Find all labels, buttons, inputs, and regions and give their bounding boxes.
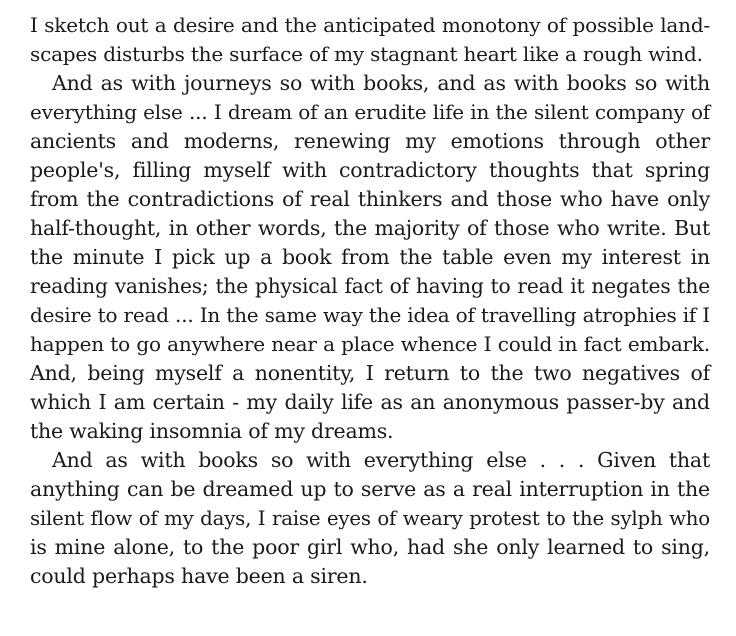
text-line: ancients and moderns, renewing my emotions through other <box>30 129 710 153</box>
text-line: everything else ... I dream of an erudite life in the silent company of <box>30 100 710 124</box>
text-line: half-thought, in other words, the majority of those who write. But <box>30 216 710 240</box>
text-line: scapes disturbs the surface of my stagnant heart like a rough wind. <box>30 42 703 66</box>
document-page <box>30 11 710 591</box>
text-line: people's, filling myself with contradictory thoughts that spring <box>30 158 710 182</box>
text-line: reading vanishes; the physical fact of having to read it negates the <box>30 274 710 298</box>
text-line: And as with journeys so with books, and as with books so with <box>52 71 710 95</box>
text-line: And, being myself a nonentity, I return to the two negatives of <box>30 361 710 385</box>
text-line: the minute I pick up a book from the table even my interest in <box>30 245 710 269</box>
text-line: the waking insomnia of my dreams. <box>30 419 394 443</box>
text-line: I sketch out a desire and the anticipated monotony of possible land- <box>30 13 710 37</box>
text-line: happen to go anywhere near a place whence I could in fact embark. <box>30 332 710 356</box>
text-line: desire to read ... In the same way the idea of travelling atrophies if I <box>30 303 710 327</box>
text-line: is mine alone, to the poor girl who, had she only learned to sing, <box>30 535 710 559</box>
paragraph-3 <box>30 446 710 591</box>
text-line: silent flow of my days, I raise eyes of weary protest to the sylph who <box>30 507 710 530</box>
text-line: could perhaps have been a siren. <box>30 564 368 588</box>
text-line: which I am certain - my daily life as an anonymous passer-by and <box>30 390 710 414</box>
paragraph-1 <box>30 11 710 69</box>
paragraph-2 <box>30 69 710 446</box>
text-line: anything can be dreamed up to serve as a real interruption in the <box>30 477 710 501</box>
text-line: from the contradictions of real thinkers and those who have only <box>30 187 710 211</box>
text-line: And as with books so with everything else . . . Given that <box>52 448 710 472</box>
